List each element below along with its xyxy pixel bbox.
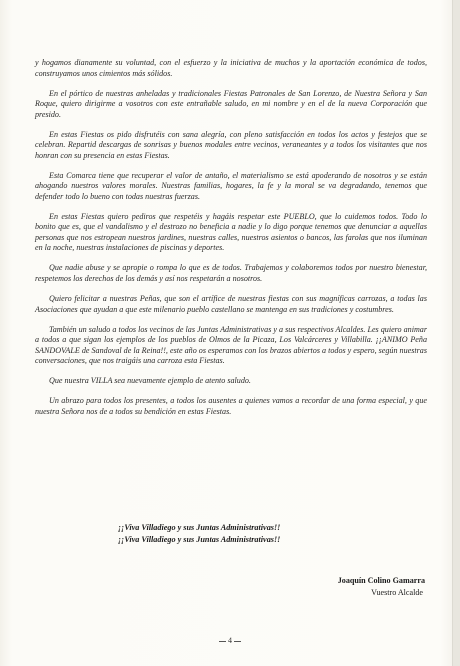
viva-line: ¡¡Viva Villadiego y sus Juntas Administrativas!!: [118, 534, 281, 544]
closing-cheers: [118, 522, 378, 545]
page-number: [0, 636, 460, 645]
paragraph: También un saludo a todos los vecinos de las Juntas Administrativas y a sus respectivos Alcaldes. Les quiero animar a todos a que sigan los ejemplos de los pueblos de Olmos de la Picaza, Los Valcárceres y Villabilla. ¡¡ANIMO Peña SANDOVALE de Sandoval de la Reina!!, este año os esperamos con los brazos abiertos a todos y espero, según nuestras conversaciones, que nos traigáis una carroza esta Fiestas.: [35, 324, 427, 366]
viva-line: ¡¡Viva Villadiego y sus Juntas Administrativas!!: [118, 523, 281, 532]
paragraph: Que nuestra VILLA sea nuevamente ejemplo de atento saludo.: [49, 376, 251, 386]
paragraph: Quiero felicitar a nuestras Peñas, que son el artífice de nuestras fiestas con sus magníficas carrozas, a todas las Asociaciones que ayudan a que este milenario pueblo castellano se mantenga en sus tradiciones y costumbres.: [35, 294, 427, 314]
signature-block: [245, 575, 425, 598]
paragraph: En el pórtico de nuestras anheladas y tradicionales Fiestas Patronales de San Lorenzo, de Nuestra Señora y San Roque, quiero dirigirme a vosotros con este entrañable saludo, en mi nombre y en el de la nueva Corporación que presido.: [35, 88, 427, 119]
signatory-role: Vuestro Alcalde: [371, 587, 423, 597]
paragraph: En estas Fiestas quiero pediros que respetéis y hagáis respetar este PUEBLO, que lo cuidemos todos. Todo lo bonito que es, que el vandalismo y el destrozo no beneficia a nadie y lo digo porque tenemos que denunciar a aquellas personas que nos estropean nuestros jardines, nuestras calles, nuestros asientos o bancos, las farolas que nos iluminan en la noche, nuestras instalaciones de piscinas y deportes.: [35, 211, 427, 253]
paragraph: Esta Comarca tiene que recuperar el valor de antaño, el materialismo se está apoderando de nosotros y se están ahogando nuestros valores morales. Nuestras familias, hogares, la fe y la moral se va degradando, tenemos que defender todo lo bueno con todas nuestras fuerzas.: [35, 170, 427, 201]
paragraph: y hogamos dianamente su voluntad, con el esfuerzo y la iniciativa de muchos y la aportación económica de todos, construyamos unos cimientos más sólidos.: [35, 58, 427, 78]
paragraph: Un abrazo para todos los presentes, a todos los ausentes a quienes vamos a recordar de una forma especial, y que nuestra Señora nos de a todos su bendición en estas Fiestas.: [35, 396, 427, 416]
dash-right: [234, 641, 241, 642]
paragraph: En estas Fiestas os pido disfrutéis con sana alegría, con pleno satisfacción en todos los actos y festejos que se celebran. Repartid descargas de sonrisas y buenos modales entre vecinos, veraneantes y a todos los visitantes que nos honran con su presencia en estas Fiestas.: [35, 129, 427, 160]
signatory-name: Joaquín Colino Gamarra: [337, 576, 425, 585]
paragraph: Que nadie abuse y se apropie o rompa lo que es de todos. Trabajemos y colaboremos todos por nuestro bienestar, respetemos los derechos de los demás y así nos respetarán a nosotros.: [35, 263, 427, 283]
page-number-value: 4: [228, 636, 232, 645]
dash-left: [219, 641, 226, 642]
letter-body: [35, 58, 427, 427]
page-edge: [452, 0, 460, 666]
